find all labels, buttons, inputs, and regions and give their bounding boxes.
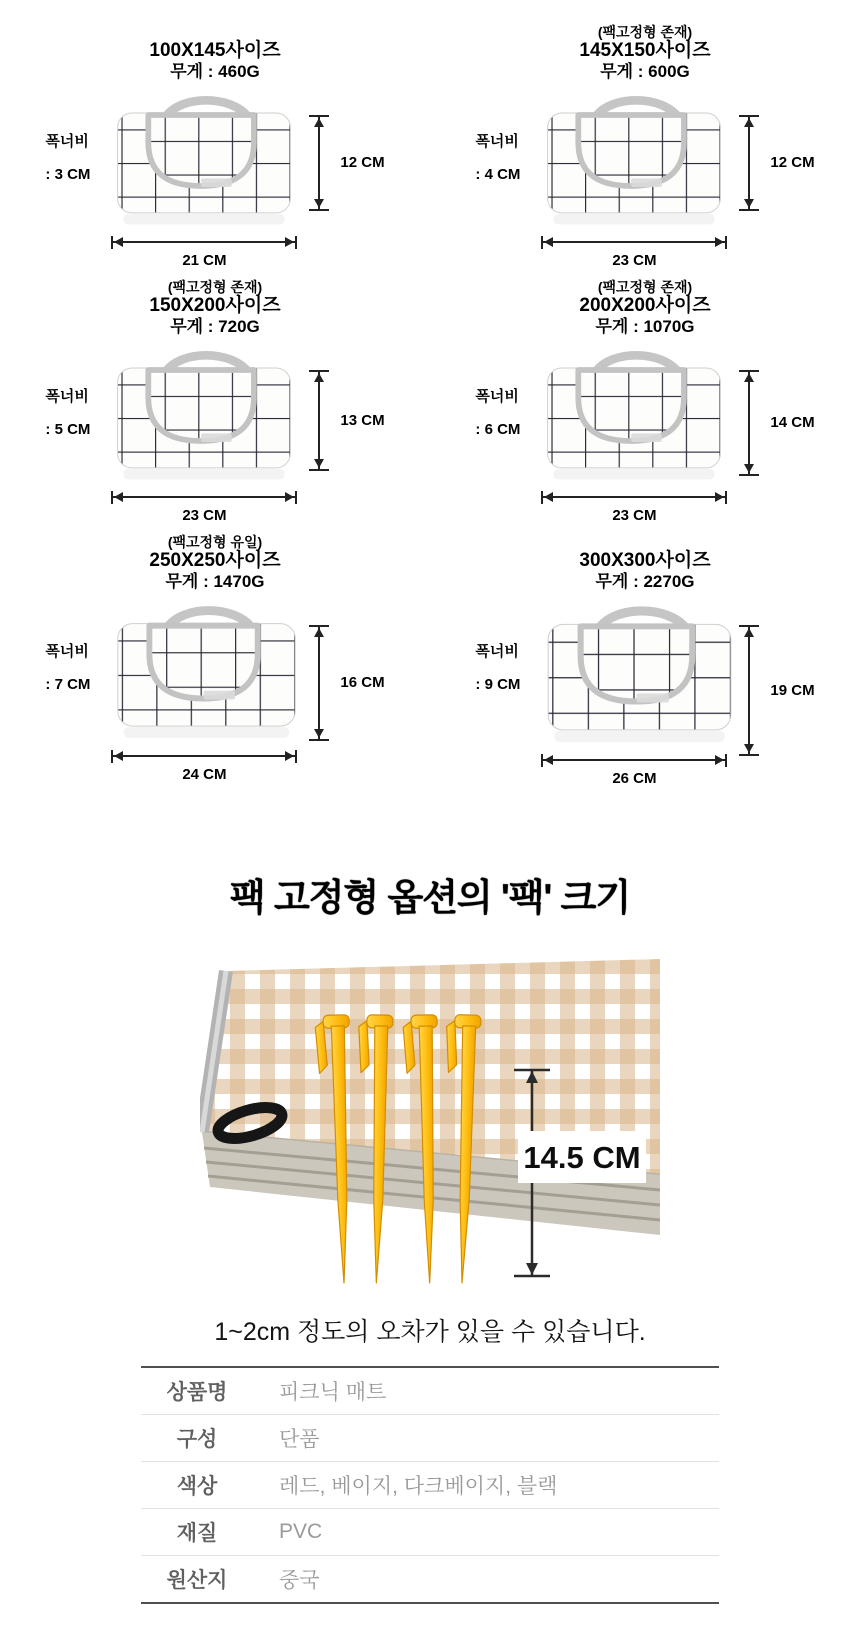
mat-reflection — [124, 727, 289, 738]
size-card-body — [459, 90, 831, 269]
height-label: 16 CM — [340, 674, 385, 692]
folded-width-caption: 폭너비 — [45, 642, 89, 660]
spec-row — [141, 1415, 719, 1462]
pack-size-title: 팩 고정형 옵션의 '팩' 크기 — [229, 876, 631, 918]
picnic-mat-illustration — [108, 345, 300, 489]
pack-option-note — [29, 24, 401, 40]
folded-width-value: : 4 CM — [475, 166, 521, 184]
height-dimension — [307, 370, 384, 471]
mat-column — [538, 600, 730, 787]
folded-width-value: : 3 CM — [45, 166, 91, 184]
spec-label: 원산지 — [166, 1568, 228, 1592]
size-card-header — [29, 279, 401, 337]
height-dimension-arrow — [737, 115, 761, 211]
size-card-header — [29, 24, 401, 82]
folded-width-caption: 폭너비 — [475, 387, 519, 405]
size-label: 150X200사이즈 — [149, 295, 281, 317]
velcro-strip — [637, 693, 669, 702]
mat-reflection — [555, 731, 726, 742]
velcro-strip — [202, 433, 233, 442]
size-card-body — [29, 90, 401, 269]
size-card-header — [459, 24, 831, 82]
height-dimension-arrow — [307, 625, 331, 741]
spec-value: 중국 — [279, 1568, 320, 1592]
pack-option-note: (팩고정형 존재) — [597, 24, 693, 40]
width-dimension-arrow — [111, 491, 297, 504]
height-label: 14 CM — [770, 414, 815, 432]
size-card-header — [29, 534, 401, 592]
spec-value: 피크닉 매트 — [279, 1380, 387, 1404]
size-card — [459, 534, 831, 787]
folded-width-label — [45, 644, 101, 694]
height-dimension — [737, 115, 814, 211]
mat-column — [108, 345, 300, 524]
spec-table — [141, 1366, 719, 1604]
height-dimension — [307, 625, 384, 741]
mat-column — [108, 90, 300, 269]
bottom-width-label: 23 CM — [182, 506, 227, 524]
folded-width-caption: 폭너비 — [45, 132, 89, 150]
folded-width-value: : 6 CM — [475, 421, 521, 439]
width-dimension-arrow — [111, 236, 297, 249]
mat-reflection — [124, 214, 285, 225]
folded-width-value: : 9 CM — [475, 676, 521, 694]
weight-label: 무게 : 600G — [600, 62, 690, 82]
folded-width-value: : 7 CM — [45, 676, 91, 694]
height-label: 19 CM — [770, 681, 815, 699]
size-card-body — [459, 345, 831, 524]
folded-width-label — [475, 134, 531, 184]
weight-label: 무게 : 1070G — [595, 317, 695, 337]
size-card-body — [459, 600, 831, 787]
size-label: 300X300사이즈 — [579, 549, 711, 571]
pack-option-note: (팩고정형 유일) — [167, 533, 263, 550]
spec-label: 상품명 — [166, 1380, 228, 1404]
spec-value: 단품 — [279, 1427, 320, 1451]
weight-label: 무게 : 2270G — [595, 572, 695, 591]
pack-size-photo — [200, 929, 660, 1299]
folded-width-label — [475, 644, 531, 694]
size-card — [459, 24, 831, 269]
size-card — [29, 24, 401, 269]
size-label: 100X145사이즈 — [149, 40, 281, 61]
mat-flap — [579, 370, 685, 441]
picnic-mat-illustration — [538, 90, 730, 234]
pack-option-note — [459, 534, 831, 550]
tolerance-note: 1~2cm 정도의 오차가 있을 수 있습니다. — [214, 1317, 646, 1346]
folded-width-caption: 폭너비 — [45, 387, 89, 405]
mat-flap — [149, 115, 255, 186]
height-dimension — [737, 370, 814, 476]
spec-row — [141, 1368, 719, 1415]
height-dimension-arrow — [307, 370, 331, 471]
width-dimension-arrow — [541, 754, 727, 767]
spec-row — [141, 1509, 719, 1556]
picnic-mat-illustration — [108, 600, 305, 748]
size-card — [459, 279, 831, 524]
height-dimension-arrow — [737, 625, 761, 756]
picnic-mat-illustration — [538, 345, 730, 489]
picnic-mat-illustration — [108, 90, 300, 234]
velcro-strip — [632, 178, 663, 187]
size-grid — [0, 0, 860, 787]
spec-label: 구성 — [176, 1427, 218, 1451]
mat-column — [108, 600, 300, 783]
weight-label: 무게 : 1470G — [165, 572, 265, 592]
mat-flap — [150, 626, 258, 699]
velcro-strip — [632, 433, 663, 442]
bottom-width-label: 26 CM — [612, 769, 657, 787]
spec-row — [141, 1462, 719, 1509]
folded-width-value: : 5 CM — [45, 421, 91, 439]
size-card-header — [459, 279, 831, 337]
size-card — [29, 279, 401, 524]
spec-value: 레드, 베이지, 다크베이지, 블랙 — [279, 1474, 558, 1498]
spec-label: 재질 — [176, 1521, 218, 1545]
height-dimension — [737, 625, 814, 756]
mat-flap — [581, 626, 693, 701]
height-dimension — [307, 115, 384, 211]
weight-label: 무게 : 460G — [170, 62, 260, 82]
picnic-mat-illustration — [538, 600, 741, 752]
size-card — [29, 534, 401, 787]
bottom-width-label: 24 CM — [182, 765, 227, 783]
pack-option-note: (팩고정형 존재) — [597, 278, 693, 295]
mat-reflection — [554, 214, 715, 225]
size-card-body — [29, 345, 401, 524]
bottom-width-label: 21 CM — [182, 251, 227, 269]
width-dimension-arrow — [541, 491, 727, 504]
folded-width-label — [45, 389, 101, 439]
size-label: 200X200사이즈 — [579, 295, 711, 317]
mat-flap — [149, 370, 255, 441]
folded-width-caption: 폭너비 — [475, 132, 519, 150]
mat-reflection — [124, 469, 285, 480]
height-dimension-arrow — [307, 115, 331, 211]
mat-column — [538, 90, 730, 269]
size-label: 145X150사이즈 — [579, 40, 711, 62]
height-label: 13 CM — [340, 411, 385, 429]
size-card-body — [29, 600, 401, 783]
pack-option-note: (팩고정형 존재) — [167, 278, 263, 295]
folded-width-label — [45, 134, 101, 184]
mat-column — [538, 345, 730, 524]
weight-label: 무게 : 720G — [170, 317, 260, 337]
spec-row — [141, 1556, 719, 1602]
width-dimension-arrow — [541, 236, 727, 249]
bottom-width-label: 23 CM — [612, 251, 657, 269]
size-label: 250X250사이즈 — [149, 550, 281, 572]
size-card-header — [459, 534, 831, 592]
folded-width-caption: 폭너비 — [475, 642, 519, 660]
mat-flap — [579, 115, 685, 186]
height-label: 12 CM — [770, 154, 815, 172]
measurement-label: 14.5 CM — [523, 1139, 641, 1175]
spec-value: PVC — [279, 1519, 323, 1543]
spec-label: 색상 — [176, 1474, 218, 1498]
velcro-strip — [204, 691, 236, 700]
width-dimension-arrow — [111, 750, 297, 763]
mat-reflection — [554, 469, 715, 480]
velcro-strip — [202, 178, 233, 187]
height-dimension-arrow — [737, 370, 761, 476]
height-label: 12 CM — [340, 154, 385, 172]
folded-width-label — [475, 389, 531, 439]
bottom-width-label: 23 CM — [612, 506, 657, 524]
